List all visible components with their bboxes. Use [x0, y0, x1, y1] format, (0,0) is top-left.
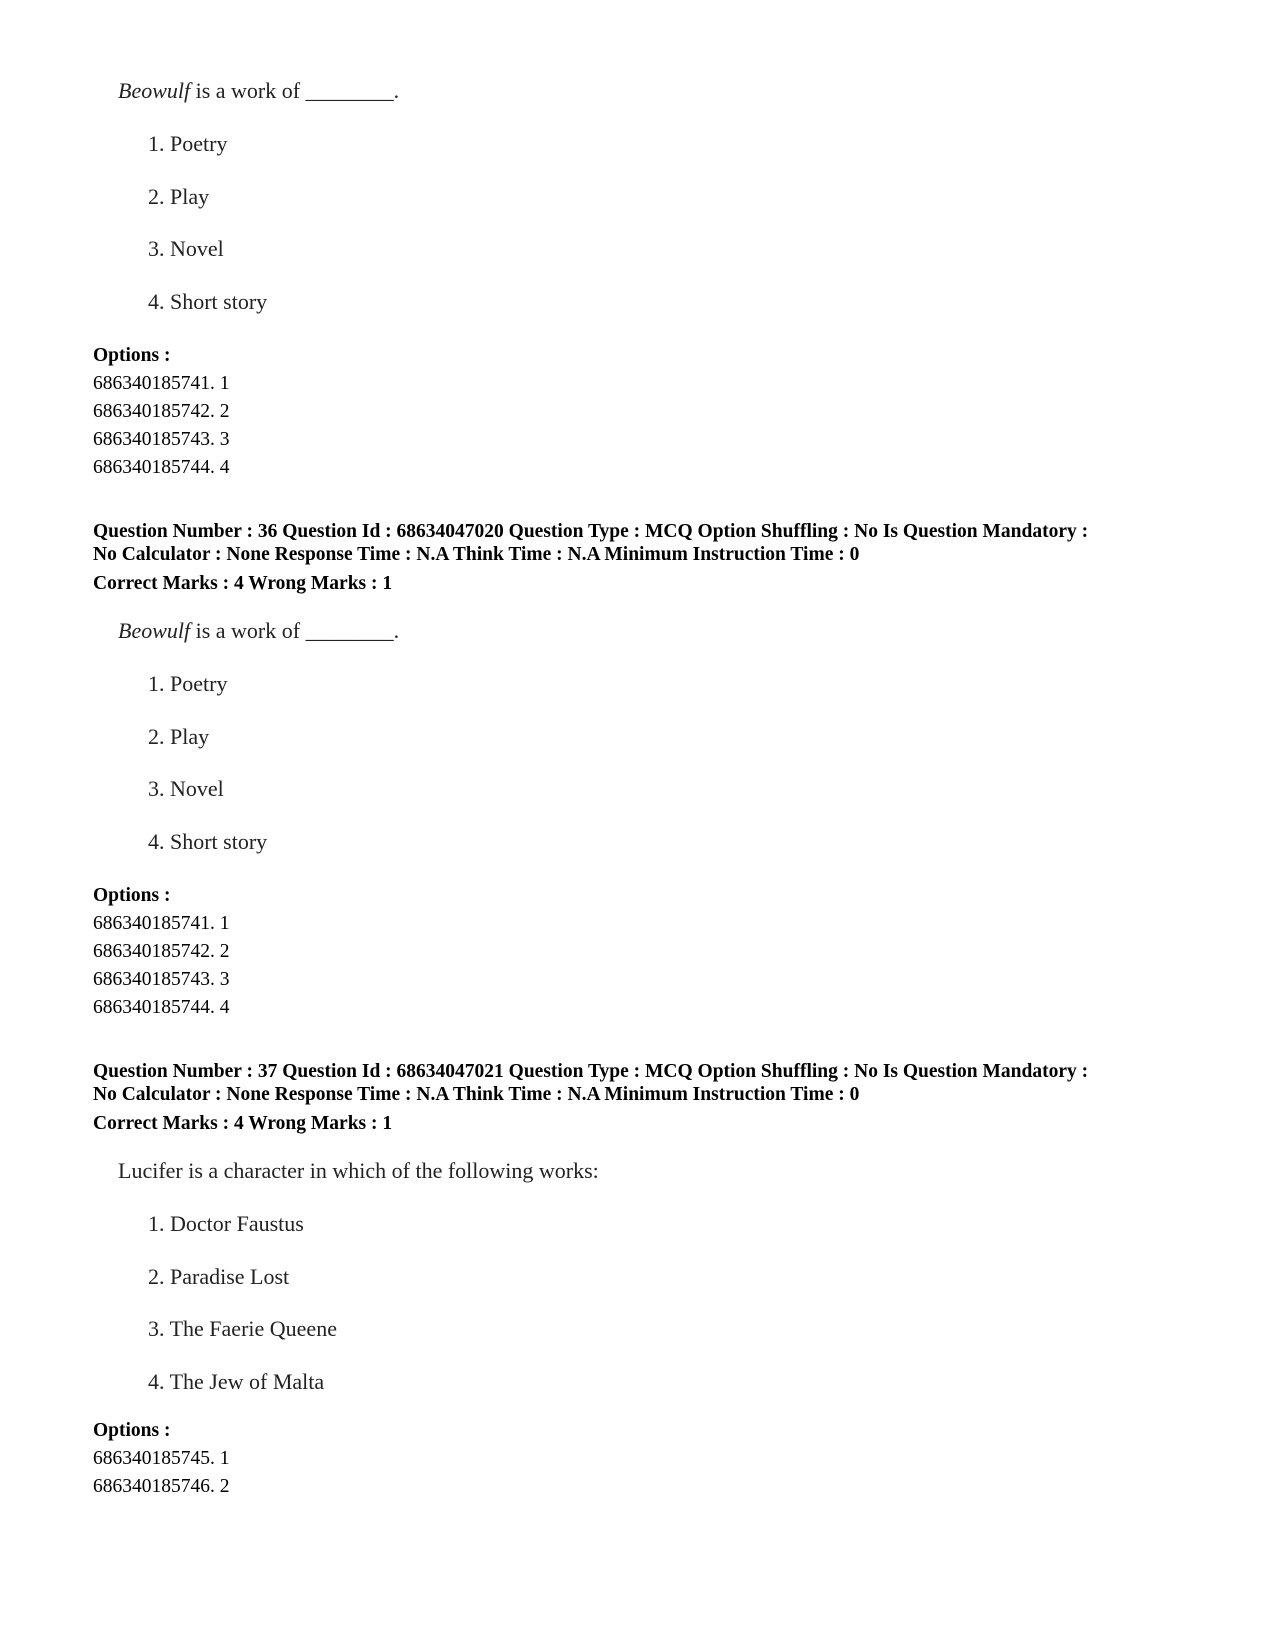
option-line: 686340185741. 1: [93, 913, 230, 934]
choice-4: 4. Short story: [148, 829, 268, 854]
choice-3: 3. The Faerie Queene: [148, 1316, 337, 1341]
stem-text: is a work of ________.: [190, 618, 400, 643]
option-line: 686340185741. 1: [93, 373, 230, 394]
options-label: Options :: [93, 345, 171, 366]
option-line: 686340185746. 2: [93, 1476, 230, 1497]
question-stem: Lucifer is a character in which of the following works:: [118, 1158, 599, 1183]
choice-3: 3. Novel: [148, 236, 224, 261]
question-stem: [118, 78, 399, 104]
option-line: 686340185742. 2: [93, 941, 230, 962]
option-line: 686340185745. 1: [93, 1448, 230, 1469]
question-marks: Correct Marks : 4 Wrong Marks : 1: [93, 573, 393, 594]
choice-2: 2. Paradise Lost: [148, 1264, 290, 1289]
stem-italic-title: Beowulf: [118, 618, 191, 643]
options-label: Options :: [93, 1420, 171, 1441]
choice-1: 1. Doctor Faustus: [148, 1211, 304, 1236]
question-header-line1: Question Number : 36 Question Id : 68634047020 Question Type : MCQ Option Shuffling : No Is Question Mandatory :: [93, 521, 1089, 542]
option-line: 686340185743. 3: [93, 969, 230, 990]
option-line: 686340185744. 4: [93, 457, 230, 478]
choice-2: 2. Play: [148, 724, 210, 749]
choice-4: 4. The Jew of Malta: [148, 1369, 325, 1394]
choice-1: 1. Poetry: [148, 131, 228, 156]
stem-italic-title: Beowulf: [118, 78, 191, 103]
question-header-line1: Question Number : 37 Question Id : 68634047021 Question Type : MCQ Option Shuffling : No Is Question Mandatory :: [93, 1061, 1089, 1082]
option-line: 686340185744. 4: [93, 997, 230, 1018]
option-line: 686340185743. 3: [93, 429, 230, 450]
option-line: 686340185742. 2: [93, 401, 230, 422]
question-header-line2: No Calculator : None Response Time : N.A Think Time : N.A Minimum Instruction Time : 0: [93, 1084, 860, 1105]
choice-4: 4. Short story: [148, 289, 268, 314]
choice-3: 3. Novel: [148, 776, 224, 801]
question-marks: Correct Marks : 4 Wrong Marks : 1: [93, 1113, 393, 1134]
options-label: Options :: [93, 885, 171, 906]
choice-2: 2. Play: [148, 184, 210, 209]
question-header-line2: No Calculator : None Response Time : N.A Think Time : N.A Minimum Instruction Time : 0: [93, 544, 860, 565]
question-stem: [118, 618, 399, 644]
stem-text: is a work of ________.: [190, 78, 400, 103]
choice-1: 1. Poetry: [148, 671, 228, 696]
